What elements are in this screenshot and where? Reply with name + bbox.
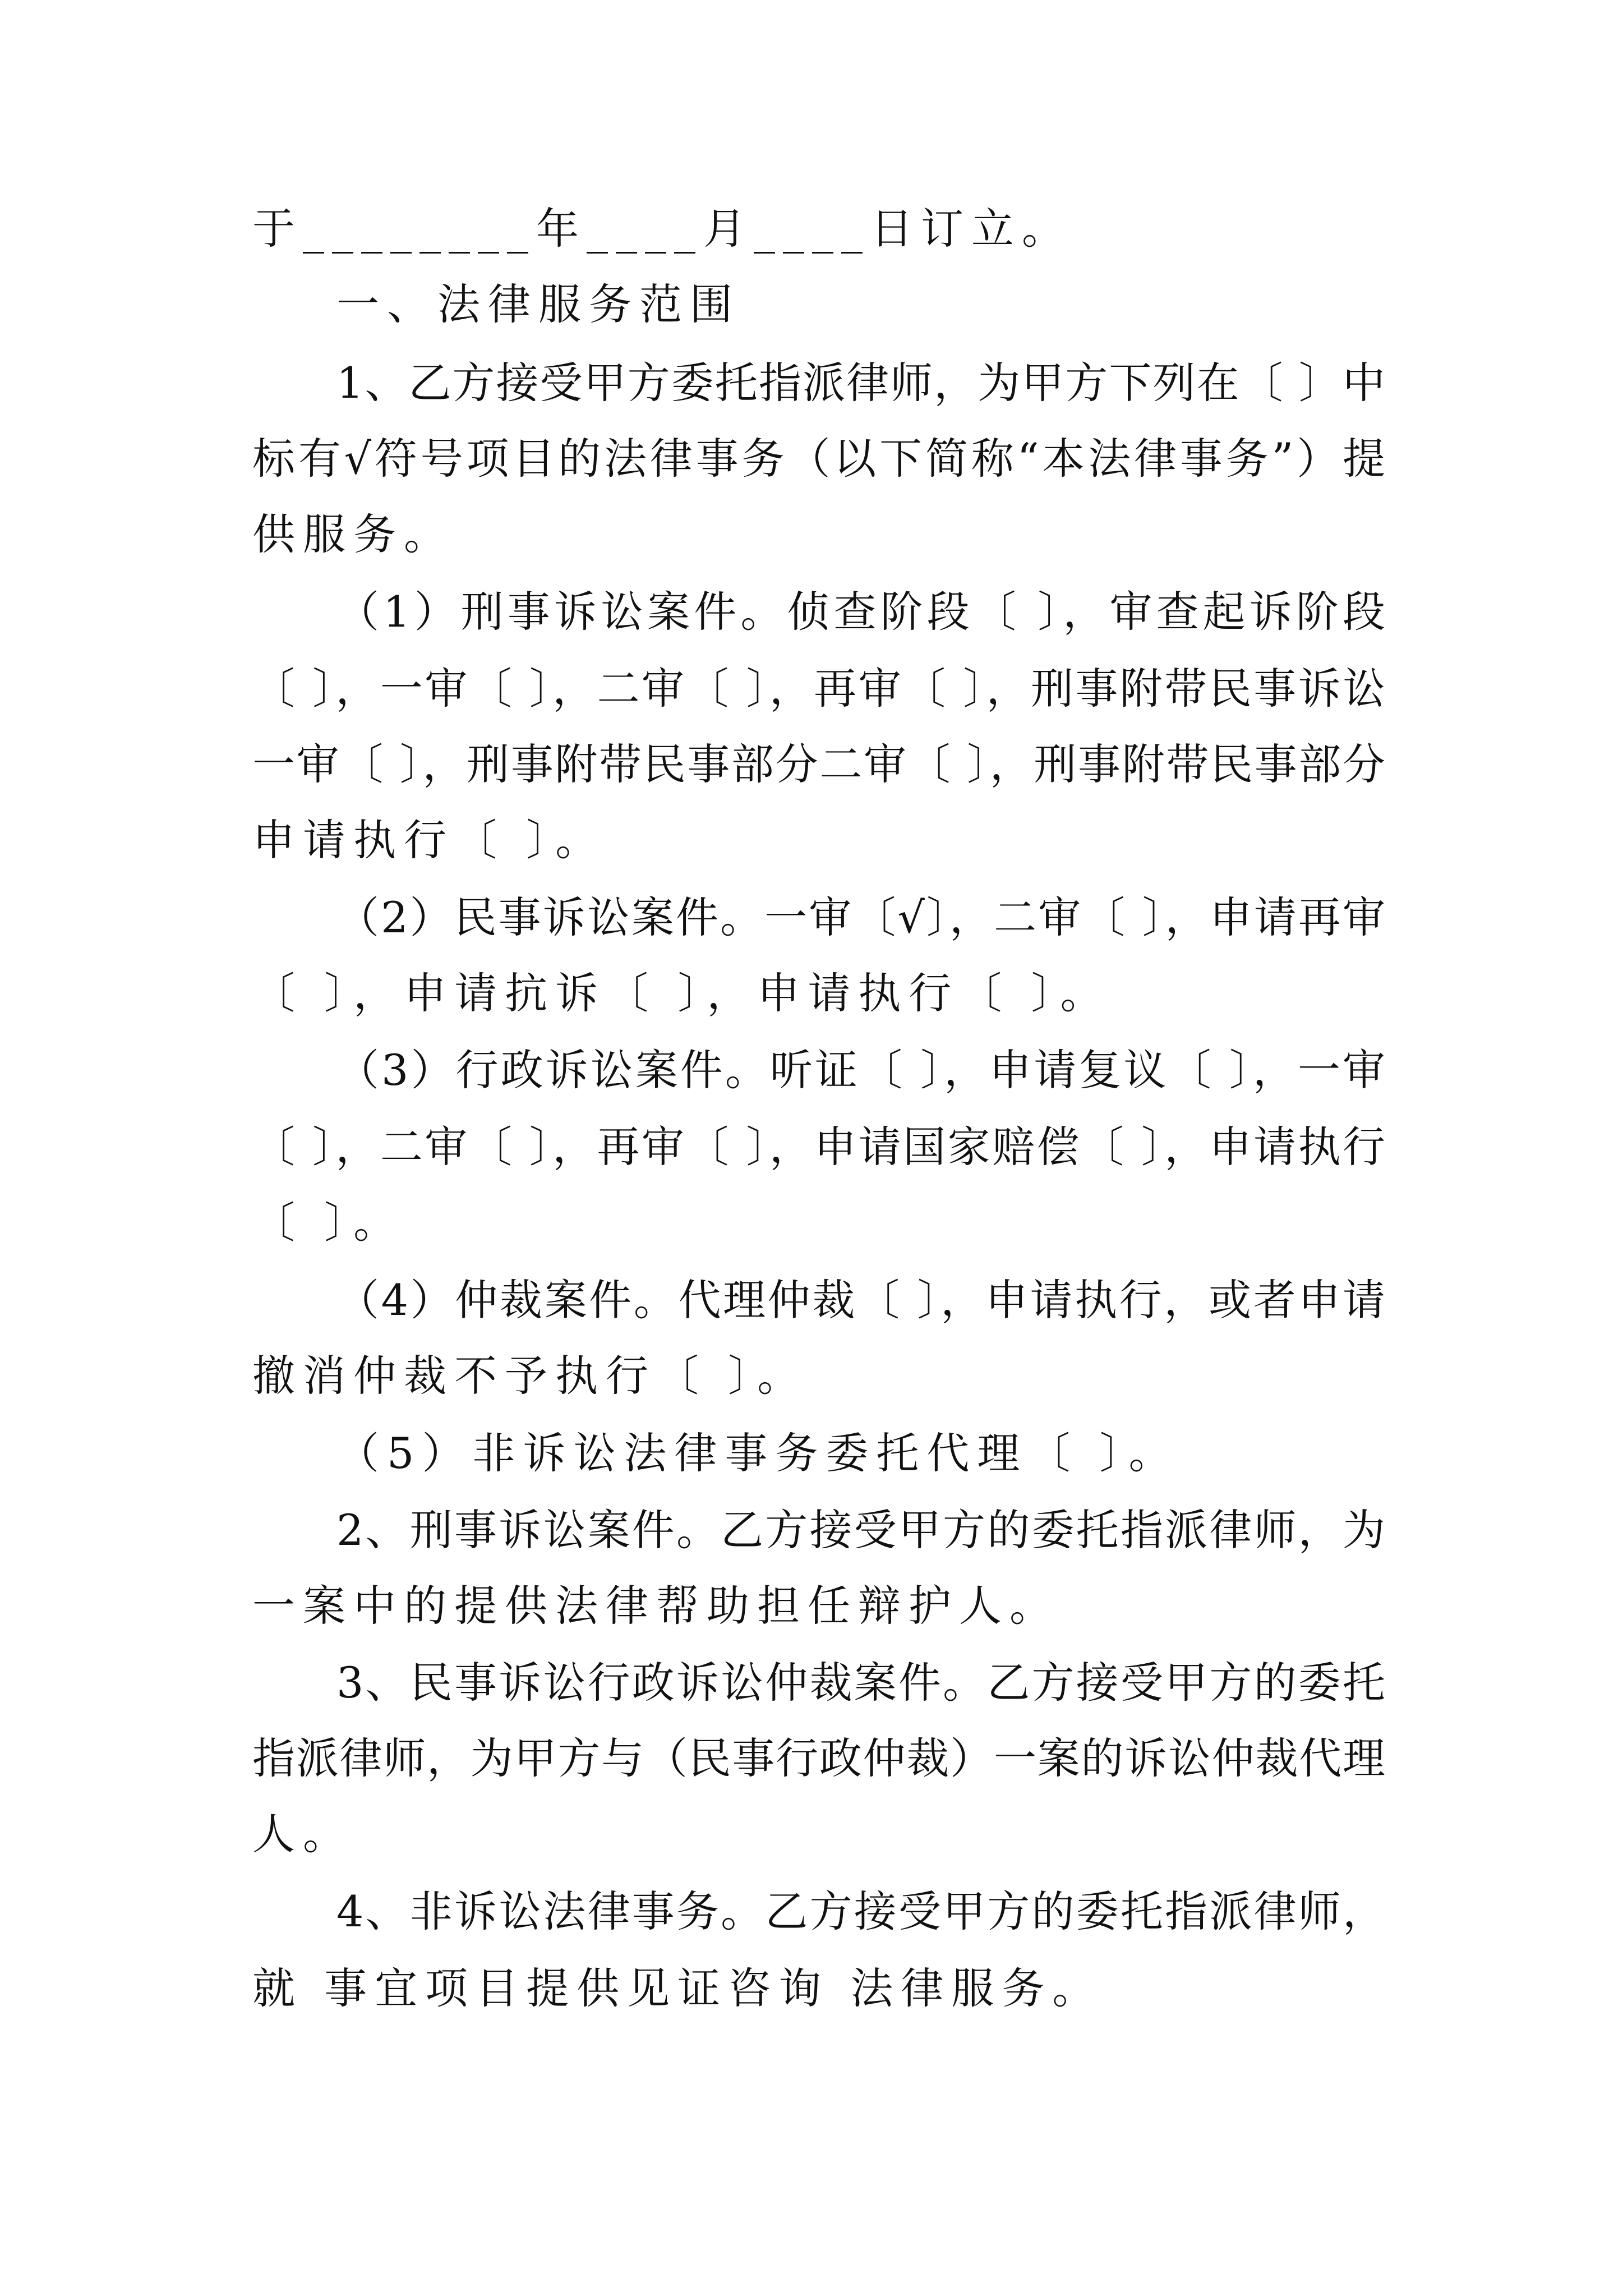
- item-3-line-1: （3）行政诉讼案件。听证〔 〕，申请复议〔 〕，一审: [336, 1045, 1385, 1095]
- item-2-line-2: 〔 〕，申请抗诉〔 〕，申请执行〔 〕。: [252, 968, 1111, 1018]
- clause-2-line-1: 2、刑事诉讼案件。乙方接受甲方的委托指派律师，为: [336, 1505, 1385, 1555]
- clause-3-line-2: 指派律师，为甲方与（民事行政仲裁）一案的诉讼仲裁代理: [252, 1733, 1385, 1783]
- item-3-line-3: 〔 〕。: [252, 1198, 404, 1248]
- clause-2-line-2: 一案中的提供法律帮助担任辩护人。: [252, 1581, 1060, 1631]
- clause-4-line-2: 就 事宜项目提供见证咨询 法律服务。: [252, 1963, 1103, 2013]
- section-heading-legal-service-scope: 一、法律服务范围: [336, 279, 740, 329]
- item-4-line-2: 撤消仲裁不予执行〔 〕。: [252, 1351, 808, 1401]
- item-4-line-1: （4）仲裁案件。代理仲裁〔 〕，申请执行，或者申请: [336, 1275, 1385, 1325]
- item-1-line-2: 〔 〕，一审〔 〕，二审〔 〕，再审〔 〕，刑事附带民事诉讼: [252, 664, 1385, 714]
- clause-4-line-1: 4、非诉讼法律事务。乙方接受甲方的委托指派律师，: [336, 1887, 1385, 1936]
- item-1-line-4: 申请执行〔 〕。: [252, 815, 606, 865]
- contract-date-line: 于________年____月____日订立。: [252, 204, 1072, 254]
- item-2-line-1: （2）民事诉讼案件。一审〔√〕，二审〔 〕，申请再审: [336, 892, 1385, 942]
- clause-1-line-3: 供服务。: [252, 509, 454, 559]
- clause-1-line-1: 1、乙方接受甲方委托指派律师，为甲方下列在〔 〕中: [336, 358, 1385, 408]
- clause-3-line-1: 3、民事诉讼行政诉讼仲裁案件。乙方接受甲方的委托: [336, 1658, 1385, 1708]
- item-1-line-1: （1）刑事诉讼案件。侦查阶段〔 〕，审查起诉阶段: [336, 587, 1385, 637]
- clause-1-line-2: 标有√符号项目的法律事务（以下简称“本法律事务”）提: [252, 434, 1385, 484]
- item-5-line: （5）非诉讼法律事务委托代理〔 〕。: [336, 1428, 1179, 1478]
- item-3-line-2: 〔 〕，二审〔 〕，再审〔 〕，申请国家赔偿〔 〕，申请执行: [252, 1122, 1385, 1172]
- clause-3-line-3: 人。: [252, 1809, 353, 1859]
- item-1-line-3: 一审〔 〕，刑事附带民事部分二审〔 〕，刑事附带民事部分: [252, 739, 1385, 789]
